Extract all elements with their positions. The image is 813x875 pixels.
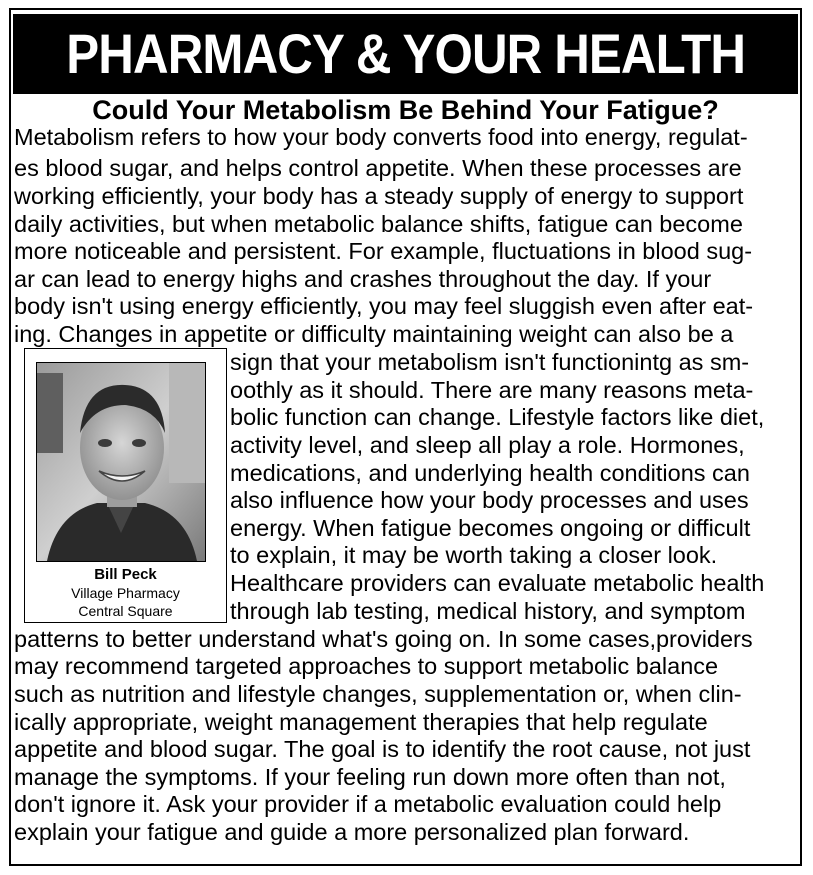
body-line: daily activities, but when metabolic balance shifts, fatigue can become <box>14 211 743 237</box>
body-line: Healthcare providers can evaluate metabolic health <box>230 570 765 596</box>
body-line: ically appropriate, weight management therapies that help regulate <box>14 709 708 735</box>
author-pharmacy: Village Pharmacy <box>71 585 180 601</box>
author-location: Central Square <box>78 603 173 619</box>
body-line: more noticeable and persistent. For example, fluctuations in blood sug- <box>14 238 753 264</box>
body-line: bolic function can change. Lifestyle factors like diet, <box>230 404 765 430</box>
body-line: manage the symptoms. If your feeling run down more often than not, <box>14 764 726 790</box>
column-banner <box>13 14 798 94</box>
body-line: to explain, it may be worth taking a closer look. <box>230 542 718 568</box>
body-line: sign that your metabolism isn't functionintg as sm- <box>230 349 750 375</box>
body-line: activity level, and sleep all play a role. Hormones, <box>230 432 745 458</box>
body-line: also influence how your body processes and uses <box>230 487 749 513</box>
body-line: ar can lead to energy highs and crashes throughout the day. If your <box>14 266 712 292</box>
body-line: appetite and blood sugar. The goal is to identify the root cause, not just <box>14 736 751 762</box>
body-line: Metabolism refers to how your body converts food into energy, regulat- <box>14 124 748 150</box>
body-line: medications, and underlying health conditions can <box>230 460 750 486</box>
author-name: Bill Peck <box>94 566 157 583</box>
body-line: oothly as it should. There are many reasons meta- <box>230 377 754 403</box>
body-line: may recommend targeted approaches to support metabolic balance <box>14 653 719 679</box>
body-line: es blood sugar, and helps control appetite. When these processes are <box>14 155 742 181</box>
body-line: don't ignore it. Ask your provider if a metabolic evaluation could help <box>14 791 722 817</box>
author-photo <box>36 362 206 562</box>
column-title: PHARMACY & YOUR HEALTH <box>66 22 745 85</box>
body-line: body isn't using energy efficiently, you may feel sluggish even after eat- <box>14 293 754 319</box>
body-line: explain your fatigue and guide a more personalized plan forward. <box>14 819 690 845</box>
body-line: energy. When fatigue becomes ongoing or difficult <box>230 515 751 541</box>
body-line: ing. Changes in appetite or difficulty maintaining weight can also be a <box>14 321 734 347</box>
body-line: patterns to better understand what's going on. In some cases,providers <box>14 626 753 652</box>
article-headline: Could Your Metabolism Be Behind Your Fatigue? <box>92 95 719 125</box>
body-line: working efficiently, your body has a steady supply of energy to support <box>14 183 744 209</box>
body-line: through lab testing, medical history, and symptom <box>230 598 746 624</box>
body-line: such as nutrition and lifestyle changes, supplementation or, when clin- <box>14 681 742 707</box>
